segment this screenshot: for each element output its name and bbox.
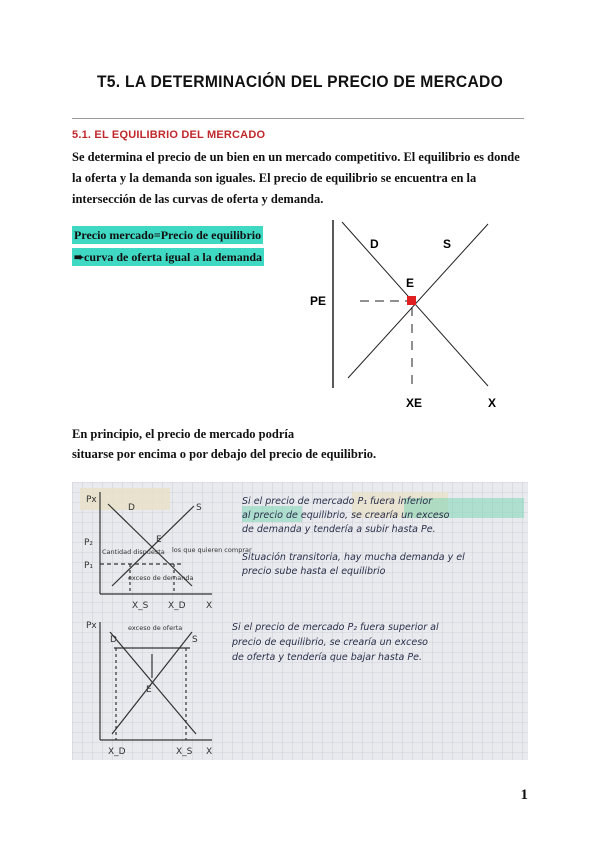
- highlight-line-2: ➨curva de oferta igual a la demanda: [74, 250, 263, 264]
- g2-xs: X_S: [176, 747, 193, 757]
- label-s: S: [443, 237, 452, 251]
- note-text-2a: Situación transitoria, hay mucha demanda y el: [242, 552, 465, 563]
- equilibrium-point: [407, 296, 416, 305]
- highlight-line-1: Precio mercado=Precio de equilibrio: [74, 228, 262, 242]
- g1-e: E: [156, 535, 162, 545]
- label-xe: XE: [406, 396, 423, 410]
- g1-px: Px: [86, 495, 97, 505]
- g1-x: X: [206, 601, 213, 611]
- equilibrium-diagram: [300, 210, 520, 415]
- principle-line: situarse por encima o por debajo del precio de equilibrio.: [72, 447, 377, 461]
- intro-line: la oferta y la demanda son iguales. El precio de equilibrio se encuentra en la: [72, 171, 477, 185]
- handwritten-notes-photo: [72, 482, 528, 760]
- note-text-1a: Si el precio de mercado P₁ fuera inferior: [242, 496, 433, 507]
- g1-xs: X_S: [132, 601, 149, 611]
- g2-xd: X_D: [108, 747, 126, 757]
- intro-line: intersección de las curvas de oferta y demanda.: [72, 192, 324, 206]
- g2-exceso: exceso de oferta: [128, 624, 183, 632]
- g1-cantidad: Cantidad dispuesta: [102, 548, 165, 556]
- g1-p1: P₁: [84, 561, 94, 571]
- page-number: 1: [520, 787, 528, 803]
- g2-s: S: [192, 635, 198, 645]
- label-x: X: [488, 396, 497, 410]
- g2-x: X: [206, 747, 213, 757]
- note-text-3c: de oferta y tendería que bajar hasta Pe.: [232, 652, 422, 663]
- page-title: T5. LA DETERMINACIÓN DEL PRECIO DE MERCADO: [96, 72, 504, 91]
- section-heading: 5.1. EL EQUILIBRIO DEL MERCADO: [72, 129, 266, 141]
- label-e: E: [406, 276, 415, 290]
- intro-line: Se determina el precio de un bien en un mercado competitivo. El equilibrio es donde: [72, 150, 520, 164]
- principle-line: En principio, el precio de mercado podría: [72, 427, 295, 441]
- g2-d: D: [110, 635, 117, 645]
- note-text-1c: de demanda y tendería a subir hasta Pe.: [242, 524, 436, 535]
- note-text-3b: precio de equilibrio, se crearía un exceso: [232, 637, 428, 648]
- principle-paragraph: [72, 424, 402, 464]
- label-pe: PE: [310, 294, 327, 308]
- g1-exceso: exceso de demanda: [128, 574, 194, 582]
- intro-paragraph: [72, 147, 532, 210]
- g2-px: Px: [86, 621, 97, 631]
- g1-xd: X_D: [168, 601, 186, 611]
- note-text-3a: Si el precio de mercado P₂ fuera superior al: [232, 622, 439, 633]
- g1-p2: P₂: [84, 538, 94, 548]
- g2-e: E: [146, 685, 152, 695]
- note-text-1b: al precio de equilibrio, se crearía un exceso: [242, 510, 450, 521]
- title-divider: [72, 118, 524, 119]
- label-d: D: [370, 237, 379, 251]
- g1-s: S: [196, 503, 202, 513]
- g1-d: D: [128, 503, 135, 513]
- note-text-2b: precio sube hasta el equilibrio: [242, 566, 386, 577]
- g1-los-que: los que quieren comprar: [172, 546, 252, 554]
